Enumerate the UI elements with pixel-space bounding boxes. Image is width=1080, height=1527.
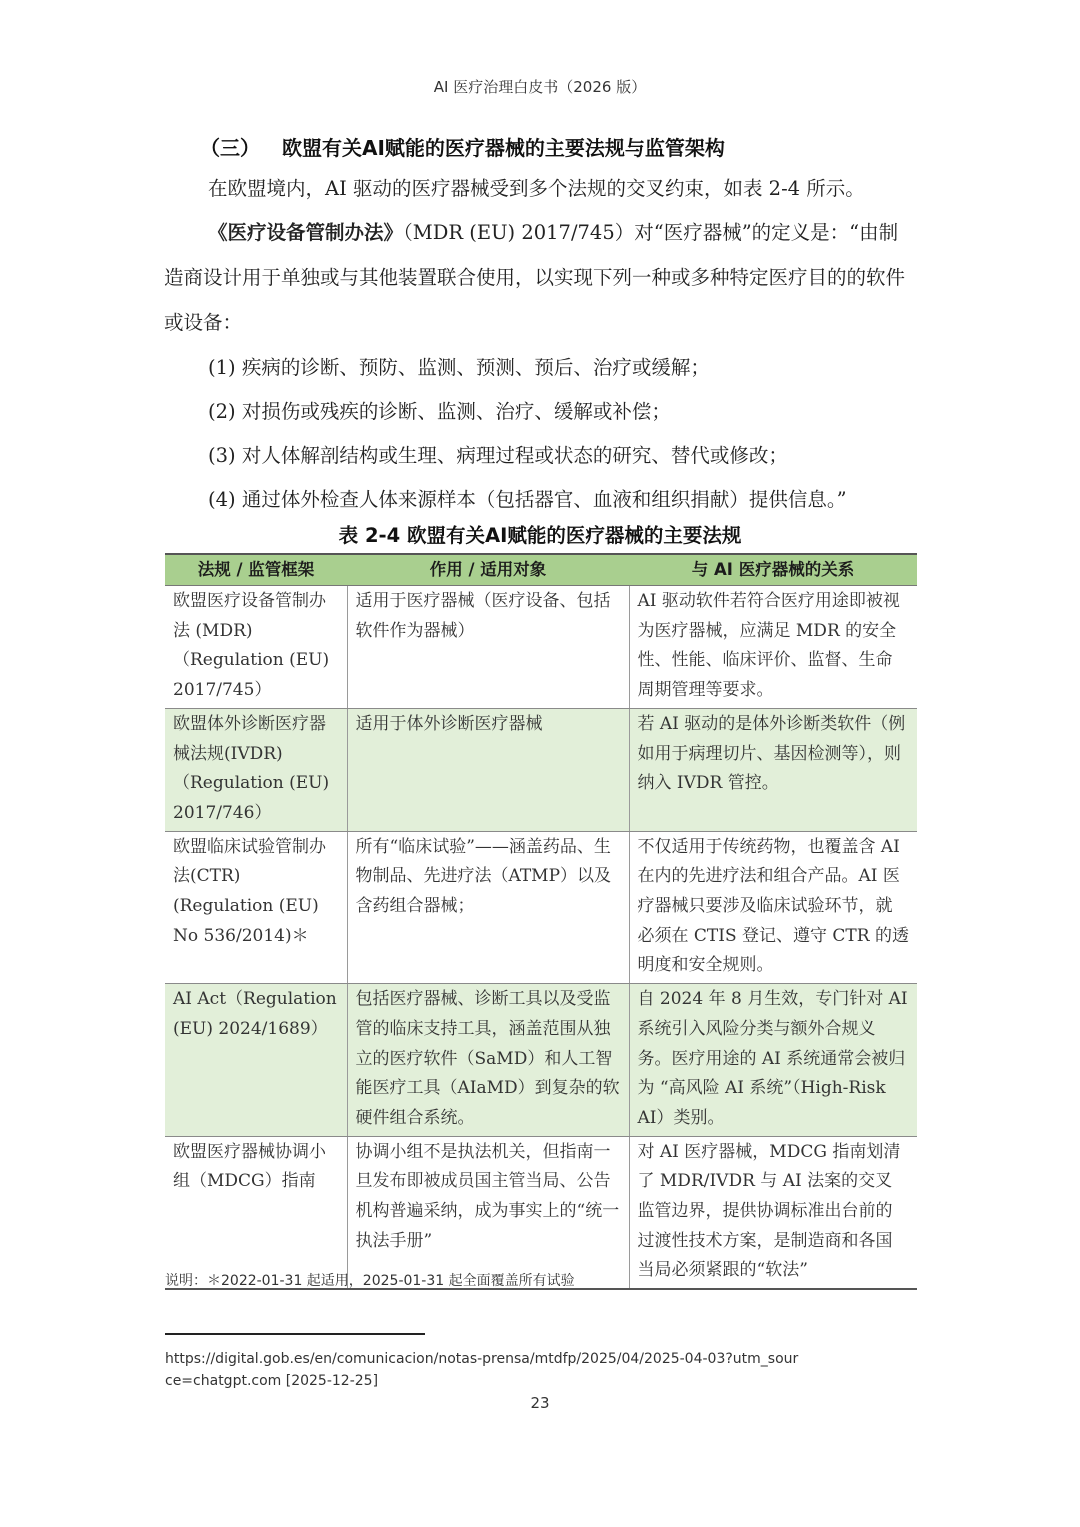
cell-scope: 所有“临床试验”——涵盖药品、生物制品、先进疗法（ATMP）以及含药组合器械； [347, 831, 629, 984]
section-heading [200, 132, 725, 161]
section-number: （三） [200, 136, 260, 160]
table-header-row [165, 554, 917, 586]
table-note: 说明：＊2022-01-31 起适用，2025-01-31 起全面覆盖所有试验 [165, 1273, 575, 1289]
list-item: (2) 对损伤或残疾的诊断、监测、治疗、缓解或补偿； [208, 400, 671, 423]
law-title: 《医疗设备管制办法》 [208, 221, 404, 244]
intro-paragraph: 在欧盟境内，AI 驱动的医疗器械受到多个法规的交叉约束，如表 2-4 所示。 [208, 177, 865, 200]
cell-relation: 不仅适用于传统药物，也覆盖含 AI 在内的先进疗法和组合产品。AI 医疗器械只要涉及临床试验环节，就必须在 CTIS 登记、遵守 CTR 的透明度和安全规则。 [629, 831, 917, 984]
running-header: AI 医疗治理白皮书（2026 版） [433, 78, 647, 96]
table-row [165, 586, 917, 709]
cell-relation: 若 AI 驱动的是体外诊断类软件（例如用于病理切片、基因检测等），则纳入 IVDR 管控。 [629, 708, 917, 831]
list-item: (4) 通过体外检查人体来源样本（包括器官、血液和组织捐献）提供信息。” [208, 488, 847, 511]
cell-scope: 协调小组不是执法机关，但指南一旦发布即被成员国主管当局、公告机构普遍采纳，成为事实上的“统一执法手册” [347, 1136, 629, 1289]
cell-framework: 欧盟临床试验管制办法(CTR) (Regulation (EU) No 536/2014)＊ [165, 831, 347, 984]
cell-scope: 包括医疗器械、诊断工具以及受监管的临床支持工具，涵盖范围从独立的医疗软件（SaMD）和人工智能医疗工具（AIaMD）到复杂的软硬件组合系统。 [347, 984, 629, 1137]
cell-framework: AI Act（Regulation (EU) 2024/1689） [165, 984, 347, 1137]
page-number: 23 [530, 1394, 550, 1412]
cell-relation: 对 AI 医疗器械，MDCG 指南划清了 MDR/IVDR 与 AI 法案的交叉监管边界，提供协调标准出台前的过渡性技术方案，是制造商和各国当局必须紧跟的“软法” [629, 1136, 917, 1289]
list-item: (3) 对人体解剖结构或生理、病理过程或状态的研究、替代或修改； [208, 444, 788, 467]
column-header-framework: 法规 / 监管框架 [165, 554, 347, 586]
cell-framework: 欧盟体外诊断医疗器械法规(IVDR)（Regulation (EU) 2017/746） [165, 708, 347, 831]
definition-paragraph [164, 210, 916, 345]
footnote-divider [165, 1333, 425, 1335]
table-row [165, 1136, 917, 1289]
table-caption: 表 2-4 欧盟有关AI赋能的医疗器械的主要法规 [338, 524, 742, 547]
table-row [165, 984, 917, 1137]
cell-scope: 适用于医疗器械（医疗设备、包括软件作为器械） [347, 586, 629, 709]
definition-text: （MDR (EU) 2017/745）对“医疗器械”的定义是：“由制造商设计用于单独或与其他装置联合使用，以实现下列一种或多种特定医疗目的的软件或设备： [164, 221, 906, 334]
regulations-table [165, 553, 917, 1290]
list-item: (1) 疾病的诊断、预防、监测、预测、预后、治疗或缓解； [208, 356, 710, 379]
cell-framework: 欧盟医疗设备管制办法 (MDR)（Regulation (EU) 2017/745） [165, 586, 347, 709]
footnote-link[interactable]: https://digital.gob.es/en/comunicacion/notas-prensa/mtdfp/2025/04/2025-04-03?utm_source=chatgpt.com [2025-12-25] [165, 1351, 799, 1389]
cell-scope: 适用于体外诊断医疗器械 [347, 708, 629, 831]
column-header-relation: 与 AI 医疗器械的关系 [629, 554, 917, 586]
cell-relation: AI 驱动软件若符合医疗用途即被视为医疗器械，应满足 MDR 的安全性、性能、临床评价、监督、生命周期管理等要求。 [629, 586, 917, 709]
purpose-list [208, 346, 918, 522]
column-header-scope: 作用 / 适用对象 [347, 554, 629, 586]
section-title: 欧盟有关AI赋能的医疗器械的主要法规与监管架构 [282, 136, 725, 160]
cell-relation: 自 2024 年 8 月生效，专门针对 AI 系统引入风险分类与额外合规义务。医疗用途的 AI 系统通常会被归为 “高风险 AI 系统”（High-Risk AI）类别。 [629, 984, 917, 1137]
table-row [165, 708, 917, 831]
cell-framework: 欧盟医疗器械协调小组（MDCG）指南 [165, 1136, 347, 1289]
table-row [165, 831, 917, 984]
